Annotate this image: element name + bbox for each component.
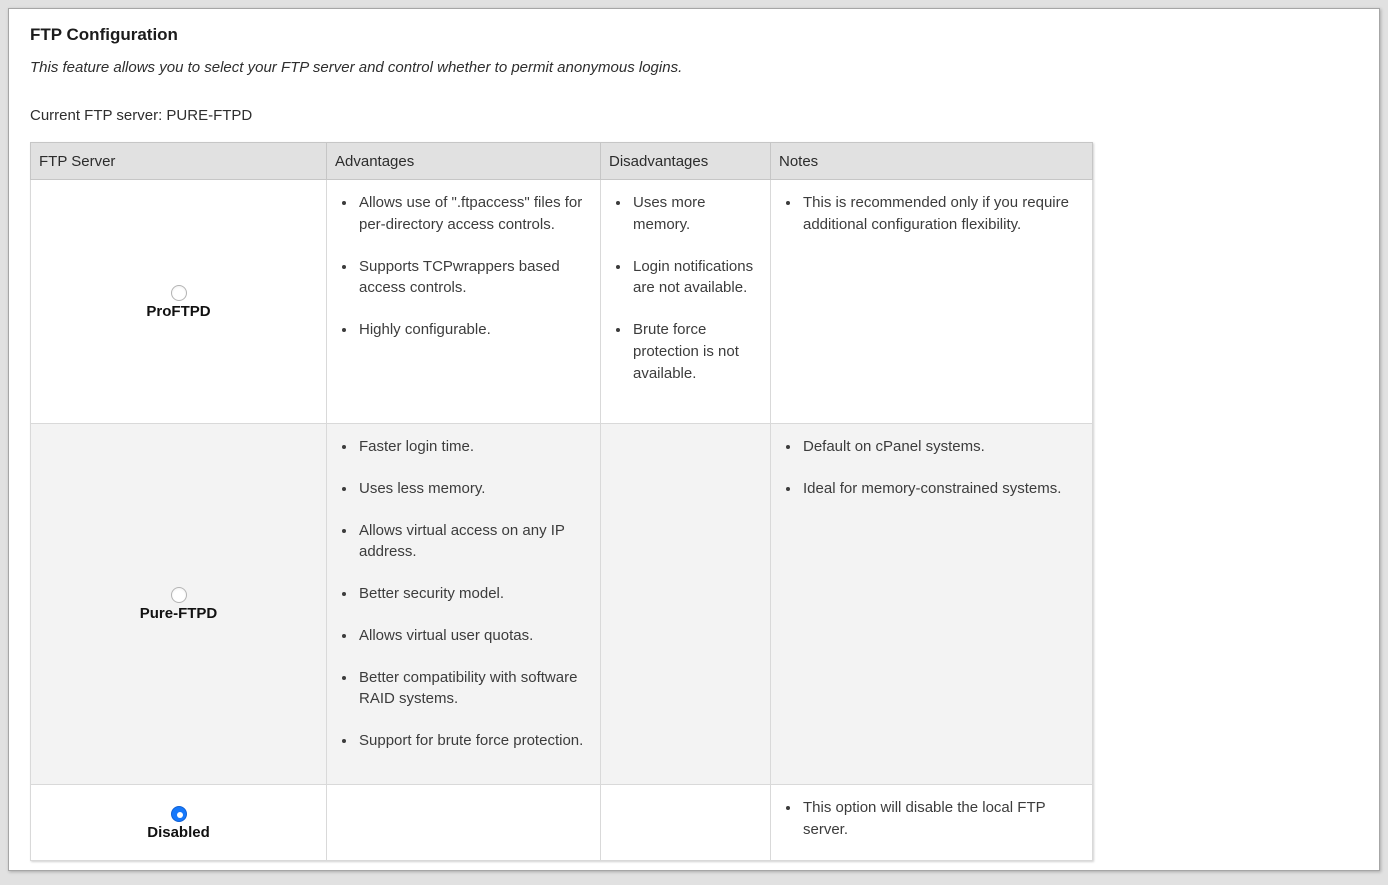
table-row-disabled [31,785,1093,861]
table-header-row [31,143,1093,180]
disadvantage-item: • Brute force protection is not available. [631,319,760,384]
advantage-item: • Allows virtual user quotas. [357,625,590,647]
proftpd-notes-cell [771,180,1093,424]
ftp-configuration-panel [8,8,1380,871]
advantage-item: • Faster login time. [357,436,590,458]
advantage-item: • Highly configurable. [357,319,590,341]
page-description: This feature allows you to select your FTP server and control whether to permit anonymous logins. [30,59,683,76]
proftpd-label: ProFTPD [146,302,211,320]
pureftpd-radio[interactable] [171,587,187,603]
advantage-item: • Better security model. [357,583,590,605]
pureftpd-server-cell [31,424,327,785]
column-header-advantages: Advantages [327,143,601,180]
disabled-advantages-cell [327,785,601,861]
table-row-pureftpd [31,424,1093,785]
column-header-notes: Notes [771,143,1093,180]
column-header-disadvantages: Disadvantages [601,143,771,180]
advantage-item: • Allows use of ".ftpaccess" files for per-directory access controls. [357,192,590,236]
pureftpd-notes-cell [771,424,1093,785]
table-row-proftpd [31,180,1093,424]
proftpd-radio[interactable] [171,285,187,301]
disabled-label: Disabled [147,823,210,841]
advantage-item: • Allows virtual access on any IP address. [357,520,590,564]
proftpd-server-cell [31,180,327,424]
ftp-server-table [30,142,1093,861]
advantage-item: • Support for brute force protection. [357,730,590,752]
note-item: • This is recommended only if you require additional configuration flexibility. [801,192,1082,236]
column-header-ftp-server: FTP Server [31,143,327,180]
disabled-disadvantages-cell [601,785,771,861]
proftpd-disadvantages-cell [601,180,771,424]
page-title: FTP Configuration [30,25,178,44]
pureftpd-advantages-cell [327,424,601,785]
advantage-item: • Supports TCPwrappers based access controls. [357,256,590,300]
note-item: • This option will disable the local FTP server. [801,797,1082,841]
proftpd-advantages-cell [327,180,601,424]
note-item: • Ideal for memory-constrained systems. [801,478,1082,500]
pureftpd-disadvantages-cell [601,424,771,785]
disadvantage-item: • Uses more memory. [631,192,760,236]
disadvantage-item: • Login notifications are not available. [631,256,760,300]
disabled-server-cell [31,785,327,861]
current-ftp-server-text: Current FTP server: PURE-FTPD [30,107,253,124]
disabled-radio[interactable] [171,806,187,822]
note-item: • Default on cPanel systems. [801,436,1082,458]
pureftpd-label: Pure-FTPD [139,605,218,623]
disabled-notes-cell [771,785,1093,861]
advantage-item: • Uses less memory. [357,478,590,500]
advantage-item: • Better compatibility with software RAID systems. [357,667,590,711]
